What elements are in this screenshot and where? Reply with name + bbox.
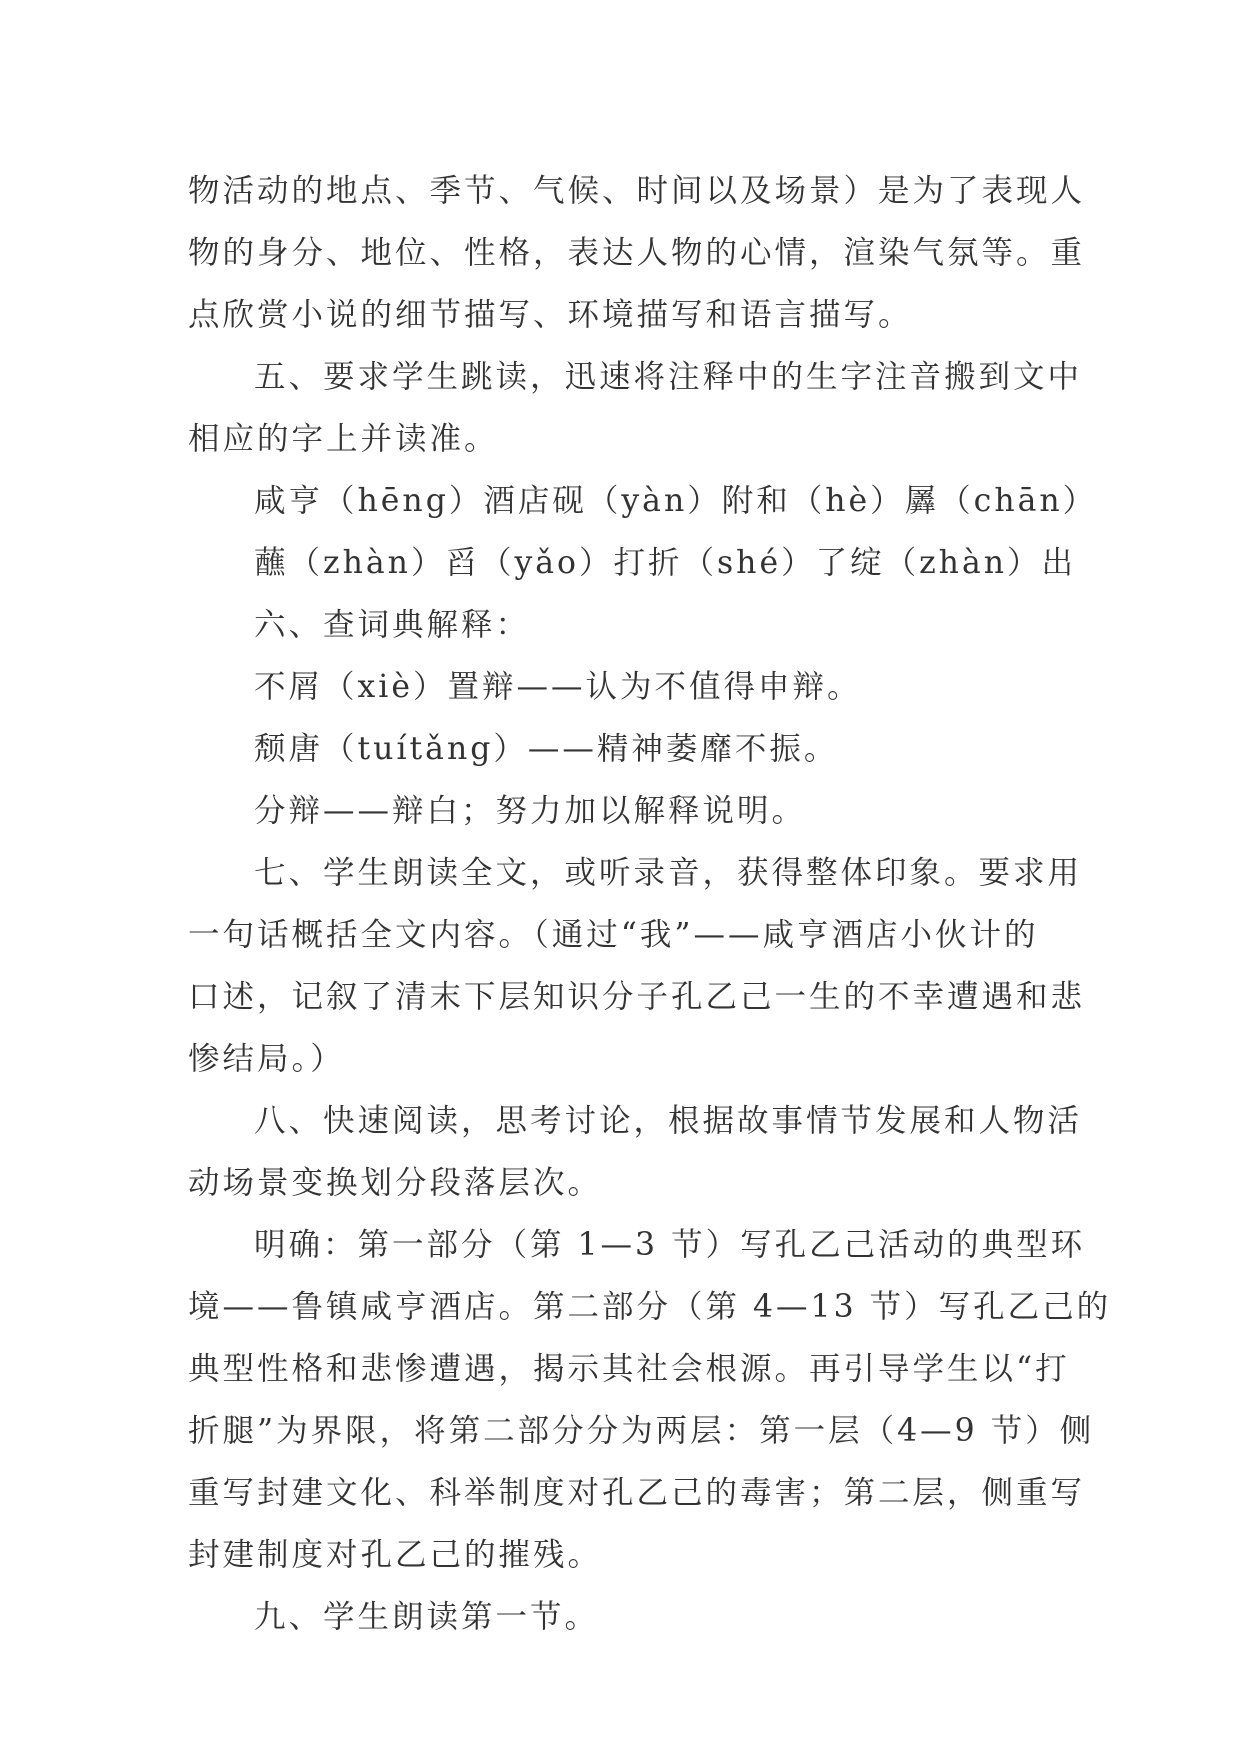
text-line: 六、查词典解释： [254,607,531,643]
text-line: 典型性格和悲惨遭遇，揭示其社会根源。再引导学生以“打 [188,1351,1070,1387]
text-line: 惨结局。） [188,1041,345,1077]
text-line: 折腿”为界限，将第二部分分为两层：第一层（4—9 节）侧 [188,1413,1095,1449]
text-line: 动场景变换划分段落层次。 [188,1165,603,1201]
text-line: 一句话概括全文内容。（通过“我”——咸亨酒店小伙计的 [188,917,1039,953]
text-line: 相应的字上并读准。 [188,421,499,457]
text-line: 重写封建文化、科举制度对孔乙己的毒害；第二层，侧重写 [188,1475,1086,1511]
text-line: 分辩——辩白；努力加以解释说明。 [254,793,807,829]
text-line: 物活动的地点、季节、气候、时间以及场景）是为了表现人 [188,173,1086,209]
text-line: 五、要求学生跳读，迅速将注释中的生字注音搬到文中 [254,359,1083,395]
text-line: 物的身分、地位、性格，表达人物的心情，渲染气氛等。重 [188,235,1086,271]
text-line: 点欣赏小说的细节描写、环境描写和语言描写。 [188,297,913,333]
text-line: 咸亨（hēng）酒店砚（yàn）附和（hè）羼（chān） [254,483,1098,519]
text-line: 明确：第一部分（第 1—3 节）写孔乙己活动的典型环 [254,1227,1086,1263]
text-line: 九、学生朗读第一节。 [254,1599,600,1635]
text-line: 不屑（xiè）置辩——认为不值得申辩。 [254,669,862,705]
text-line: 境——鲁镇咸亨酒店。第二部分（第 4—13 节）写孔乙己的 [188,1289,1112,1325]
text-line: 八、快速阅读，思考讨论，根据故事情节发展和人物活 [254,1103,1083,1139]
text-line: 蘸（zhàn）舀（yǎo）打折（shé）了绽（zhàn）出 [254,545,1077,581]
text-line: 七、学生朗读全文，或听录音，获得整体印象。要求用 [254,855,1083,891]
text-line: 颓唐（tuítǎng）——精神萎靡不振。 [254,731,839,767]
text-line: 封建制度对孔乙己的摧残。 [188,1537,603,1573]
text-line: 口述，记叙了清末下层知识分子孔乙己一生的不幸遭遇和悲 [188,979,1086,1015]
document-body [188,160,1112,1648]
